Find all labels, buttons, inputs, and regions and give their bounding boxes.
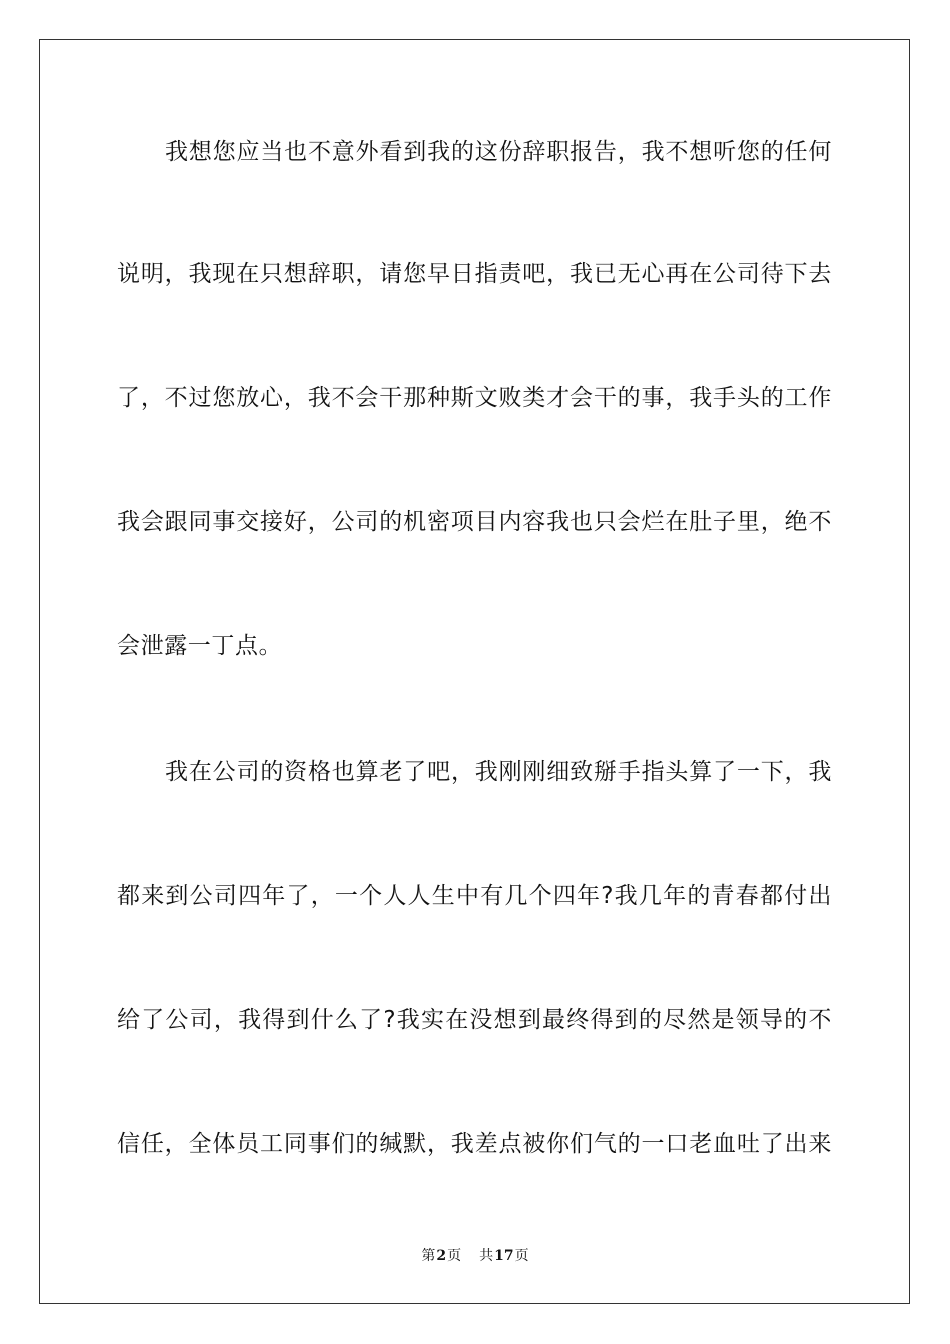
paragraph-1-line-3: 了，不过您放心，我不会干那种斯文败类才会干的事，我手头的工作 bbox=[117, 385, 832, 411]
footer-total-prefix: 共 bbox=[479, 1248, 494, 1264]
footer-page-unit: 页 bbox=[447, 1248, 462, 1264]
paragraph-1-line-5: 会泄露一丁点。 bbox=[117, 633, 283, 659]
paragraph-1-line-1: 我想您应当也不意外看到我的这份辞职报告，我不想听您的任何 bbox=[165, 139, 832, 165]
paragraph-2-line-4: 信任，全体员工同事们的缄默，我差点被你们气的一口老血吐了出来 bbox=[117, 1131, 832, 1157]
paragraph-1-line-2: 说明，我现在只想辞职，请您早日指责吧，我已无心再在公司待下去 bbox=[117, 261, 832, 287]
footer-page-prefix: 第 bbox=[421, 1248, 436, 1264]
page-footer bbox=[0, 1246, 950, 1266]
paragraph-2-line-1: 我在公司的资格也算老了吧，我刚刚细致掰手指头算了一下，我 bbox=[165, 759, 832, 785]
footer-page-total: 17 bbox=[494, 1248, 514, 1264]
page-frame bbox=[39, 39, 910, 1304]
paragraph-1-line-4: 我会跟同事交接好，公司的机密项目内容我也只会烂在肚子里，绝不 bbox=[117, 509, 832, 535]
paragraph-2-line-3: 给了公司，我得到什么了?我实在没想到最终得到的尽然是领导的不 bbox=[117, 1007, 832, 1033]
footer-total-unit: 页 bbox=[514, 1248, 529, 1264]
paragraph-2-line-2: 都来到公司四年了，一个人人生中有几个四年?我几年的青春都付出 bbox=[117, 883, 832, 909]
footer-page-current: 2 bbox=[436, 1248, 447, 1264]
